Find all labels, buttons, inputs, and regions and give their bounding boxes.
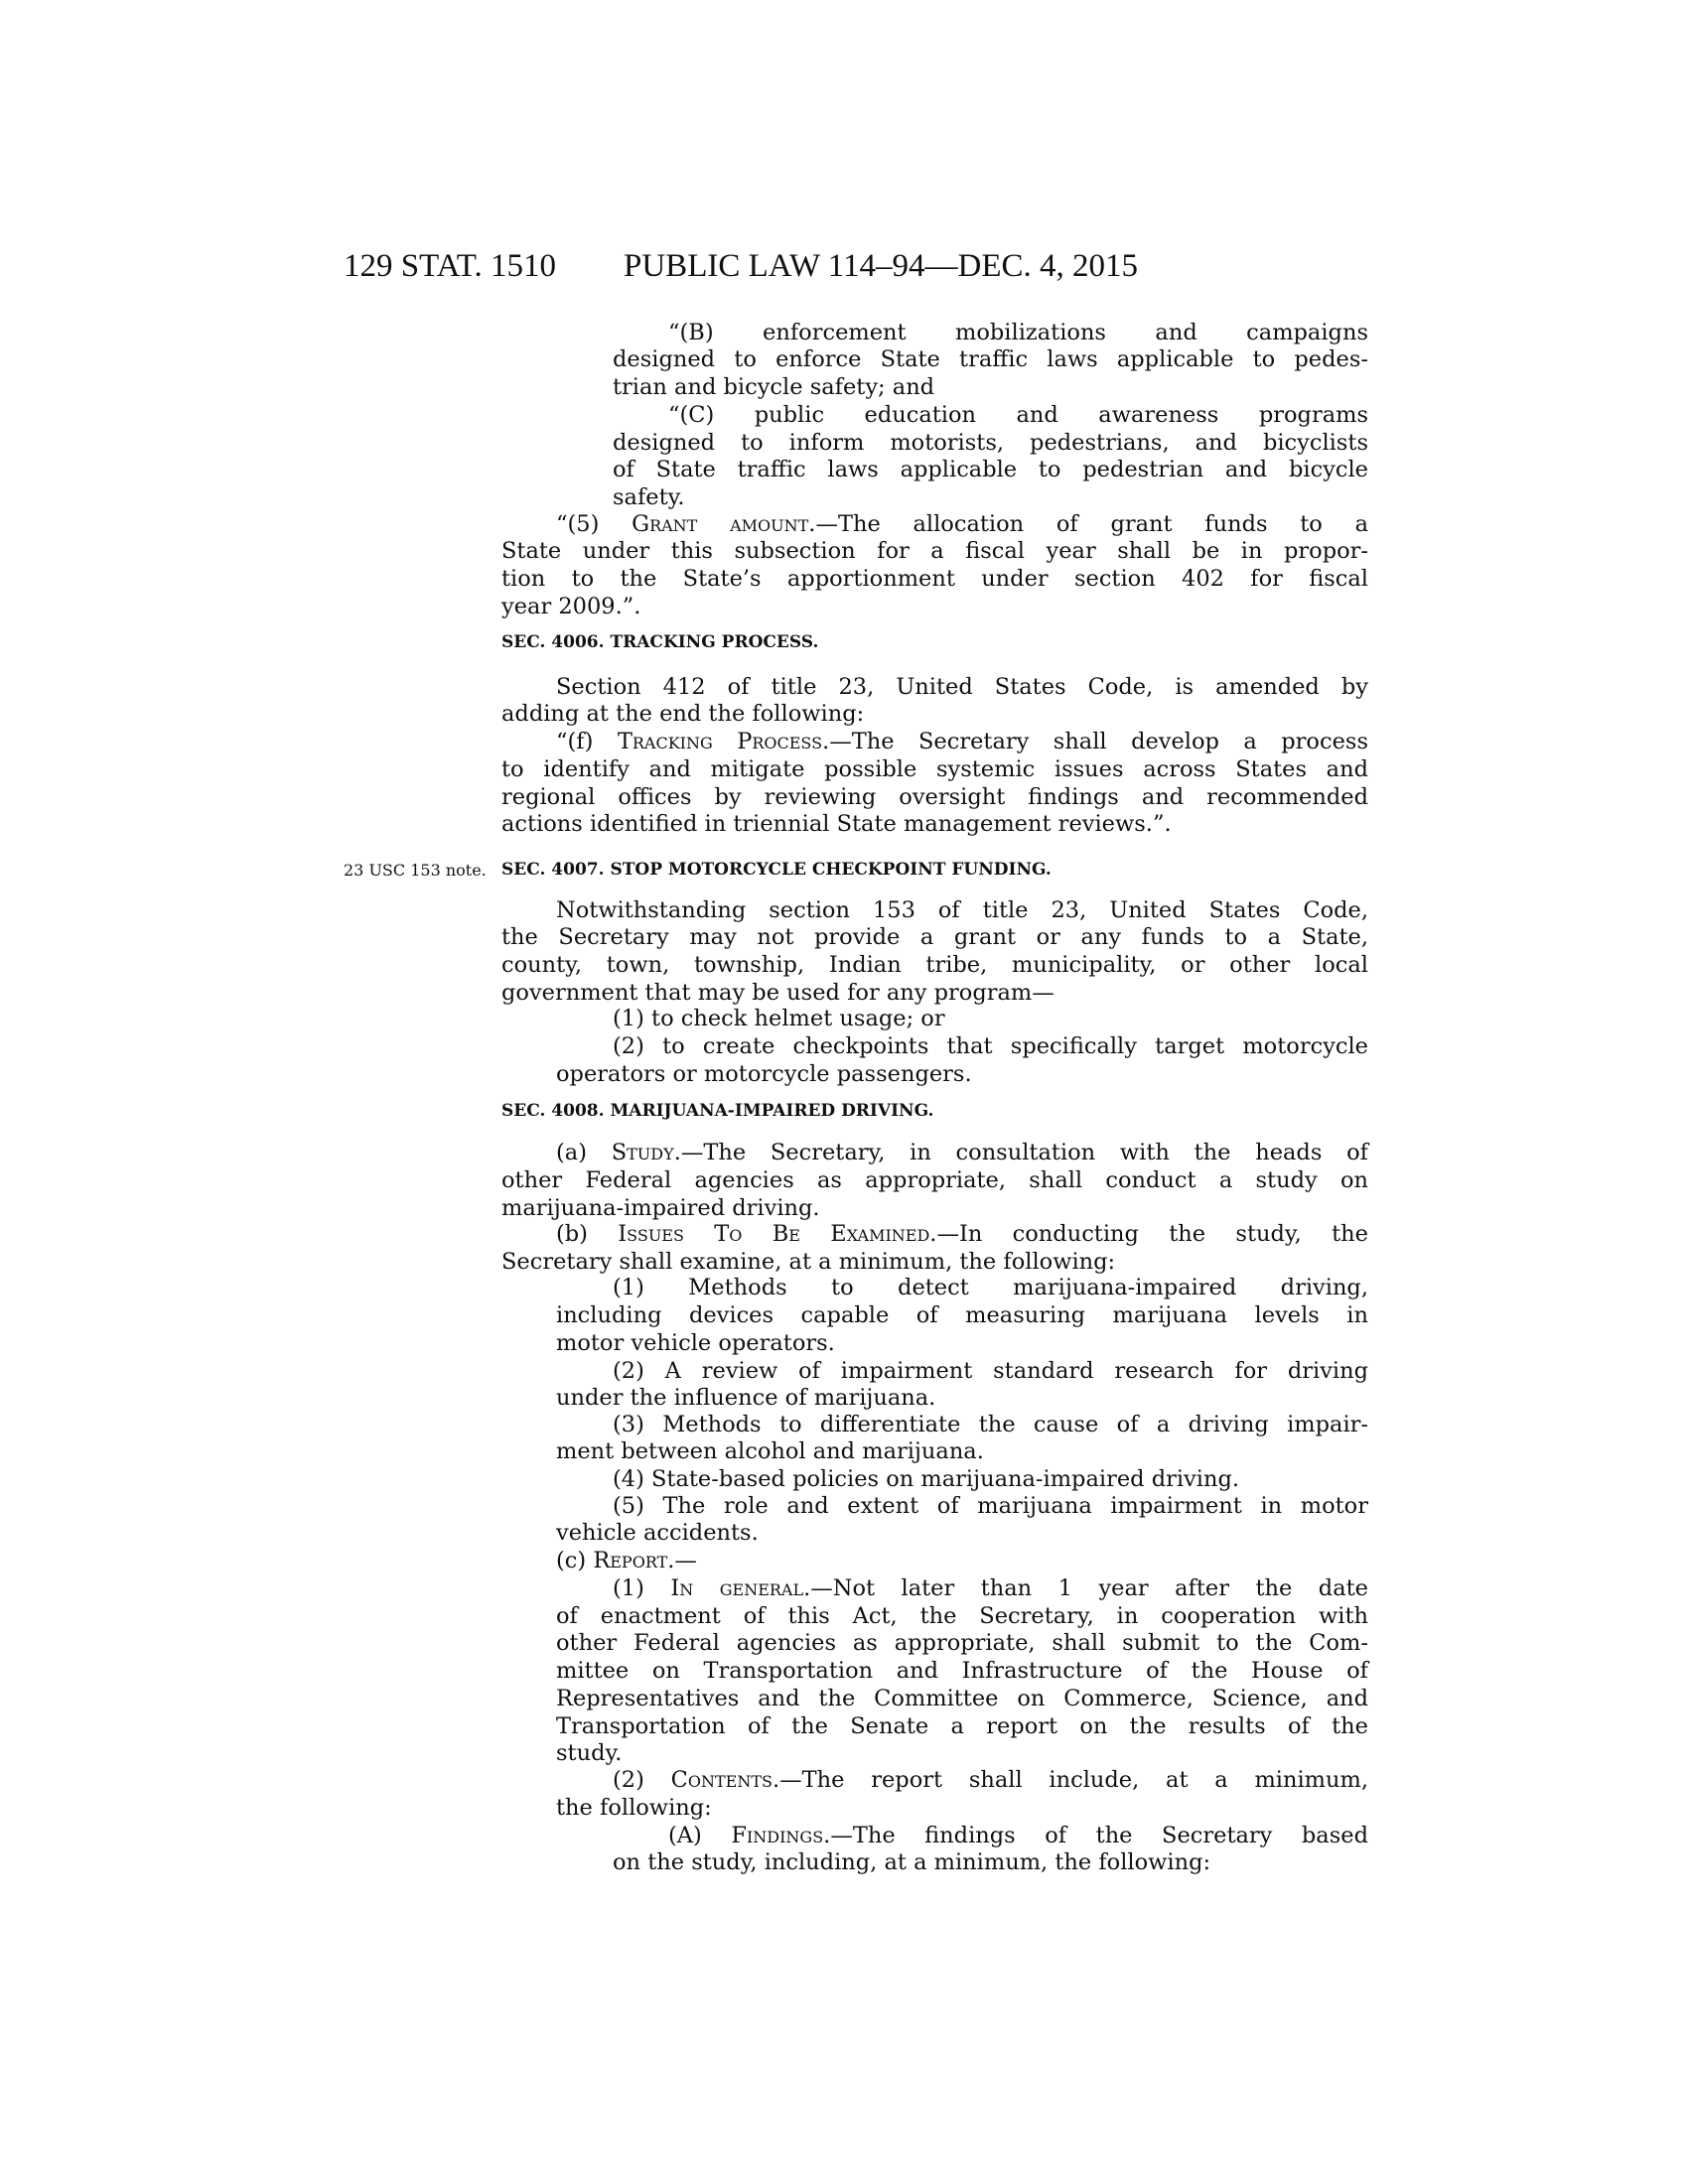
text-line: (5) The role and extent of marijuana impairment in motor — [613, 1492, 1368, 1519]
text-line: tion to the State’s apportionment under section 402 for fiscal — [501, 566, 1368, 593]
text-fragment: (a) — [556, 1140, 612, 1166]
section-heading: SEC. 4008. MARIJUANA-IMPAIRED DRIVING. — [501, 1101, 934, 1122]
text-line — [556, 1139, 1368, 1166]
text-line: designed to inform motorists, pedestrians, and bicyclists — [613, 429, 1368, 456]
subsection-caption: Contents — [670, 1767, 773, 1794]
text-line — [556, 1220, 1368, 1248]
text-line — [613, 1574, 1368, 1602]
text-line — [613, 1766, 1368, 1794]
text-line: “(C) public education and awareness programs — [668, 402, 1368, 429]
text-line: (2) A review of impairment standard research for driving — [613, 1357, 1368, 1384]
text-fragment: .—The report shall include, at a minimum, — [772, 1767, 1368, 1794]
page-stat-citation: 129 STAT. 1510 — [344, 248, 557, 284]
text-line: under the influence of marijuana. — [556, 1385, 936, 1412]
text-fragment: “(5) — [556, 510, 633, 537]
text-line — [556, 510, 1368, 538]
text-line: the following: — [556, 1794, 712, 1821]
subsection-caption: Issues To Be Examined — [618, 1221, 930, 1248]
text-line: trian and bicycle safety; and — [613, 374, 935, 401]
text-line: operators or motorcycle passengers. — [556, 1060, 972, 1087]
section-heading: SEC. 4006. TRACKING PROCESS. — [501, 632, 819, 653]
text-fragment: .—Not later than 1 year after the date — [803, 1575, 1368, 1601]
text-line: mittee on Transportation and Infrastructure of the House of — [556, 1658, 1368, 1685]
text-fragment: .—In conducting the study, the — [929, 1221, 1368, 1248]
text-line: of enactment of this Act, the Secretary, in cooperation with — [556, 1602, 1368, 1629]
text-line: “(B) enforcement mobilizations and campaigns — [668, 319, 1368, 345]
text-fragment: “(f) — [556, 729, 618, 755]
text-fragment: .— — [667, 1548, 697, 1574]
subsection-caption: Report — [593, 1548, 668, 1574]
text-line — [556, 1547, 1368, 1574]
text-line: year 2009.”. — [501, 593, 641, 619]
text-line: to identify and mitigate possible systemic issues across States and — [501, 755, 1368, 782]
text-line: county, town, township, Indian tribe, municipality, or other local — [501, 952, 1368, 979]
text-fragment: .—The Secretary, in consultation with the heads of — [673, 1140, 1368, 1166]
text-line: actions identified in triennial State management reviews.”. — [501, 811, 1172, 838]
subsection-caption: Tracking Process — [617, 729, 823, 755]
text-line: motor vehicle operators. — [556, 1329, 835, 1356]
text-line: Representatives and the Committee on Commerce, Science, and — [556, 1685, 1368, 1711]
text-line: study. — [556, 1740, 623, 1767]
text-line: including devices capable of measuring marijuana levels in — [556, 1301, 1368, 1328]
text-fragment: (2) — [613, 1767, 671, 1794]
text-line: other Federal agencies as appropriate, shall conduct a study on — [501, 1166, 1368, 1193]
text-line: adding at the end the following: — [501, 701, 865, 728]
text-fragment: .—The findings of the Secretary based — [823, 1822, 1368, 1848]
text-line: the Secretary may not provide a grant or any funds to a State, — [501, 924, 1368, 951]
text-line: State under this subsection for a fiscal year shall be in propor- — [501, 538, 1368, 565]
subsection-caption: Grant amount — [632, 510, 809, 537]
text-line: other Federal agencies as appropriate, shall submit to the Com- — [556, 1630, 1368, 1657]
text-line: (2) to create checkpoints that specifically target motorcycle — [613, 1033, 1368, 1060]
text-line: designed to enforce State traffic laws applicable to pedes- — [613, 346, 1368, 373]
page-running-title: PUBLIC LAW 114–94—DEC. 4, 2015 — [624, 248, 1139, 284]
text-line: Secretary shall examine, at a minimum, the following: — [501, 1248, 1116, 1275]
text-line: vehicle accidents. — [556, 1520, 759, 1547]
text-line — [556, 728, 1368, 755]
text-line: (1) to check helmet usage; or — [613, 1006, 945, 1032]
text-line: (4) State-based policies on marijuana-impaired driving. — [613, 1466, 1239, 1493]
subsection-caption: Findings — [731, 1822, 824, 1848]
text-line: government that may be used for any program— — [501, 979, 1055, 1006]
text-line: Section 412 of title 23, United States Code, is amended by — [556, 673, 1368, 700]
text-line: ment between alcohol and marijuana. — [556, 1438, 984, 1465]
text-fragment: (A) — [668, 1822, 732, 1848]
subsection-caption: In general — [670, 1575, 804, 1601]
text-line: Notwithstanding section 153 of title 23, United States Code, — [556, 896, 1368, 923]
text-line: Transportation of the Senate a report on the results of the — [556, 1712, 1368, 1739]
text-line: (3) Methods to differentiate the cause of a driving impair- — [613, 1411, 1368, 1437]
margin-note: 23 USC 153 note. — [344, 861, 487, 880]
text-line: marijuana-impaired driving. — [501, 1194, 820, 1221]
text-line: on the study, including, at a minimum, the following: — [613, 1849, 1211, 1876]
text-line: safety. — [613, 484, 685, 511]
text-line: regional offices by reviewing oversight findings and recommended — [501, 783, 1368, 810]
text-fragment: (c) — [556, 1548, 594, 1574]
text-fragment: .—The Secretary shall develop a process — [822, 729, 1368, 755]
text-fragment: .—The allocation of grant funds to a — [808, 510, 1368, 537]
text-line: (1) Methods to detect marijuana-impaired driving, — [613, 1275, 1368, 1301]
subsection-caption: Study — [611, 1140, 674, 1166]
section-heading: SEC. 4007. STOP MOTORCYCLE CHECKPOINT FUNDING. — [501, 860, 1052, 881]
text-line — [668, 1822, 1368, 1849]
text-line: of State traffic laws applicable to pedestrian and bicycle — [613, 457, 1368, 483]
text-fragment: (b) — [556, 1221, 619, 1248]
text-fragment: (1) — [613, 1575, 671, 1601]
